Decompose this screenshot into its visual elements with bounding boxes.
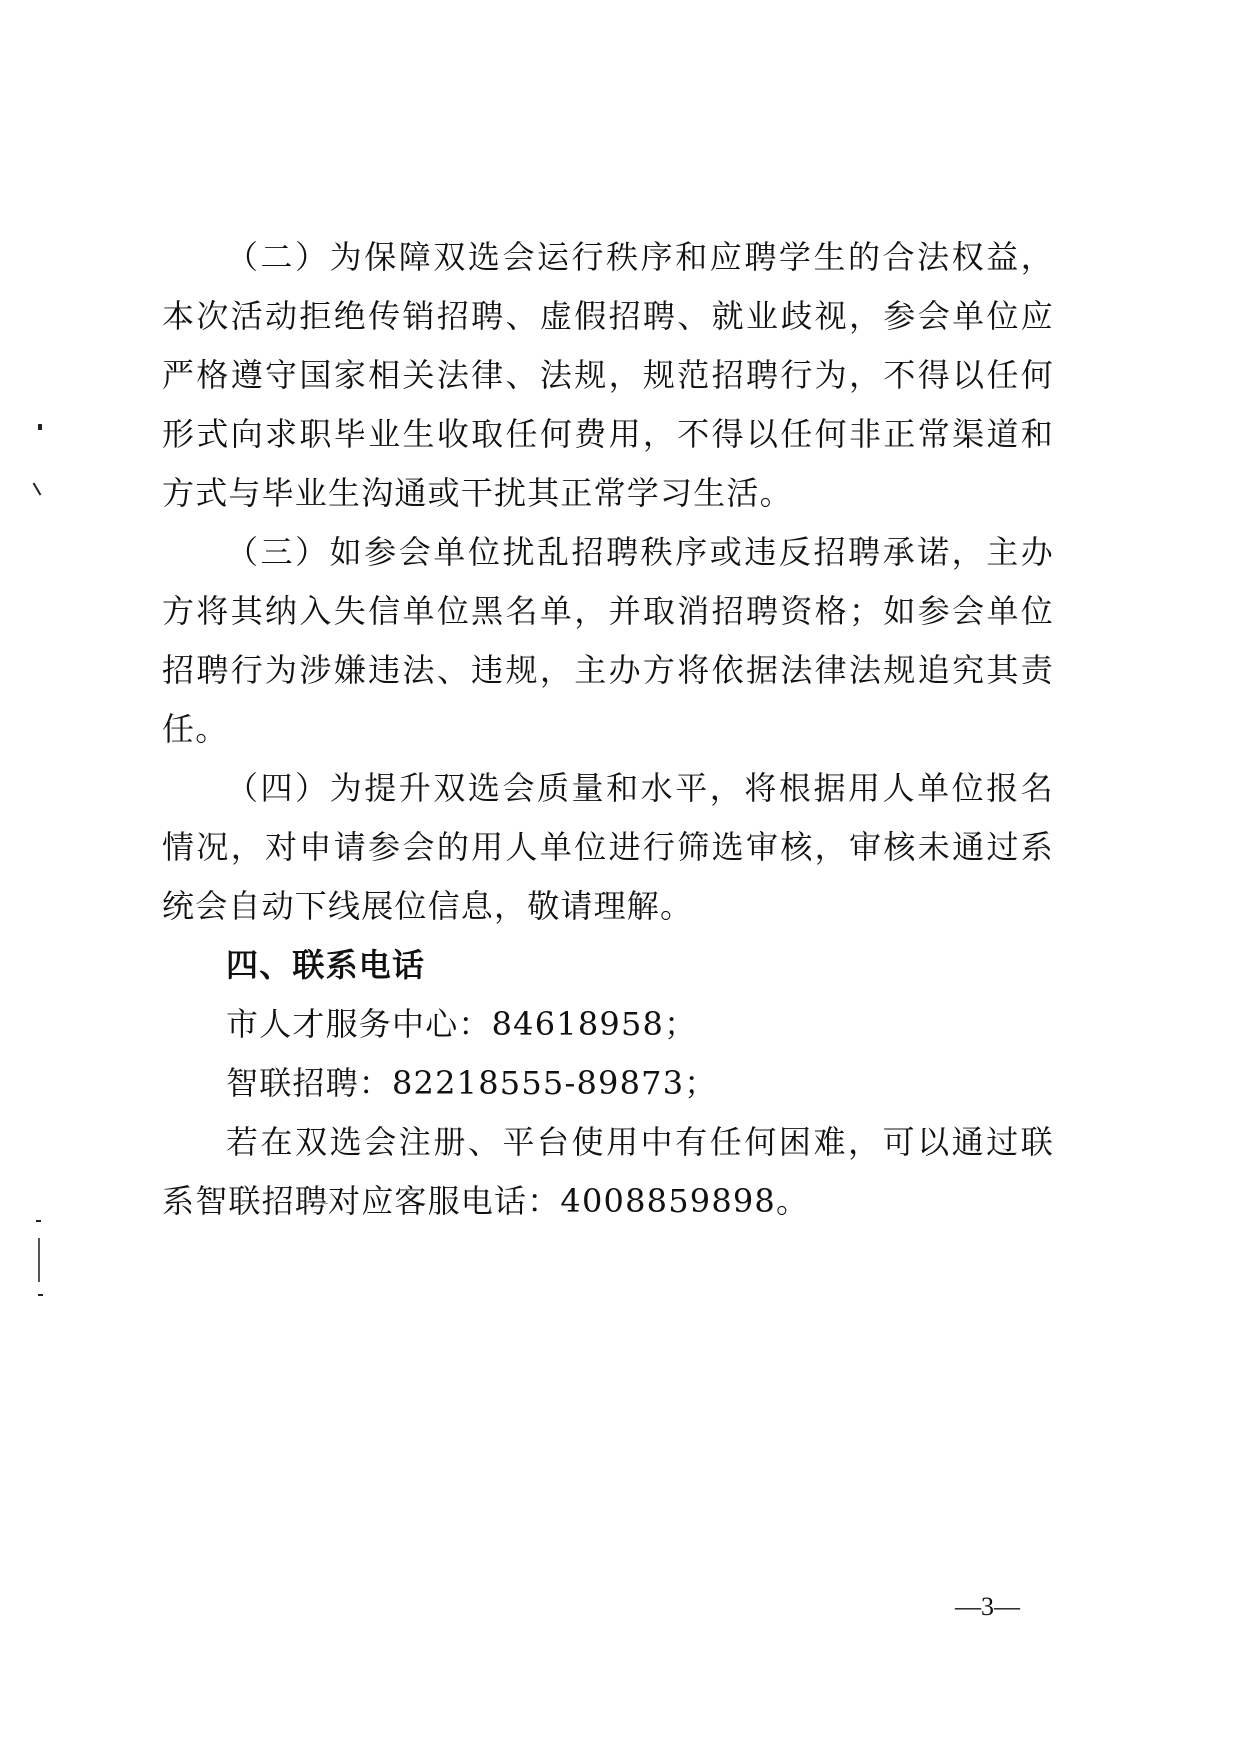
scan-artifact bbox=[38, 1294, 43, 1296]
scan-artifact bbox=[38, 1238, 40, 1282]
scan-artifact bbox=[33, 482, 42, 495]
document-body bbox=[162, 228, 1054, 1231]
paragraph-item-4: （四）为提升双选会质量和水平，将根据用人单位报名情况，对申请参会的用人单位进行筛选审核，审核未通过系统会自动下线展位信息，敬请理解。 bbox=[162, 769, 1054, 925]
scan-artifact bbox=[36, 1220, 41, 1222]
contact-zhilian: 智联招聘：82218555-89873； bbox=[226, 1064, 718, 1102]
paragraph-item-3: （三）如参会单位扰乱招聘秩序或违反招聘承诺，主办方将其纳入失信单位黑名单，并取消招聘资格；如参会单位招聘行为涉嫌违法、违规，主办方将依据法律法规追究其责任。 bbox=[162, 533, 1054, 748]
scan-artifact bbox=[38, 424, 42, 430]
section-heading-contact: 四、联系电话 bbox=[226, 946, 426, 984]
contact-help-note: 若在双选会注册、平台使用中有任何困难，可以通过联系智联招聘对应客服电话：4008859898。 bbox=[162, 1123, 1054, 1220]
paragraph-item-2: （二）为保障双选会运行秩序和应聘学生的合法权益，本次活动拒绝传销招聘、虚假招聘、就业歧视，参会单位应严格遵守国家相关法律、法规，规范招聘行为，不得以任何形式向求职毕业生收取任何费用，不得以任何非正常渠道和方式与毕业生沟通或干扰其正常学习生活。 bbox=[162, 238, 1054, 512]
page-number: —3— bbox=[955, 1592, 1020, 1621]
contact-talent-center: 市人才服务中心：84618958； bbox=[226, 1005, 698, 1043]
